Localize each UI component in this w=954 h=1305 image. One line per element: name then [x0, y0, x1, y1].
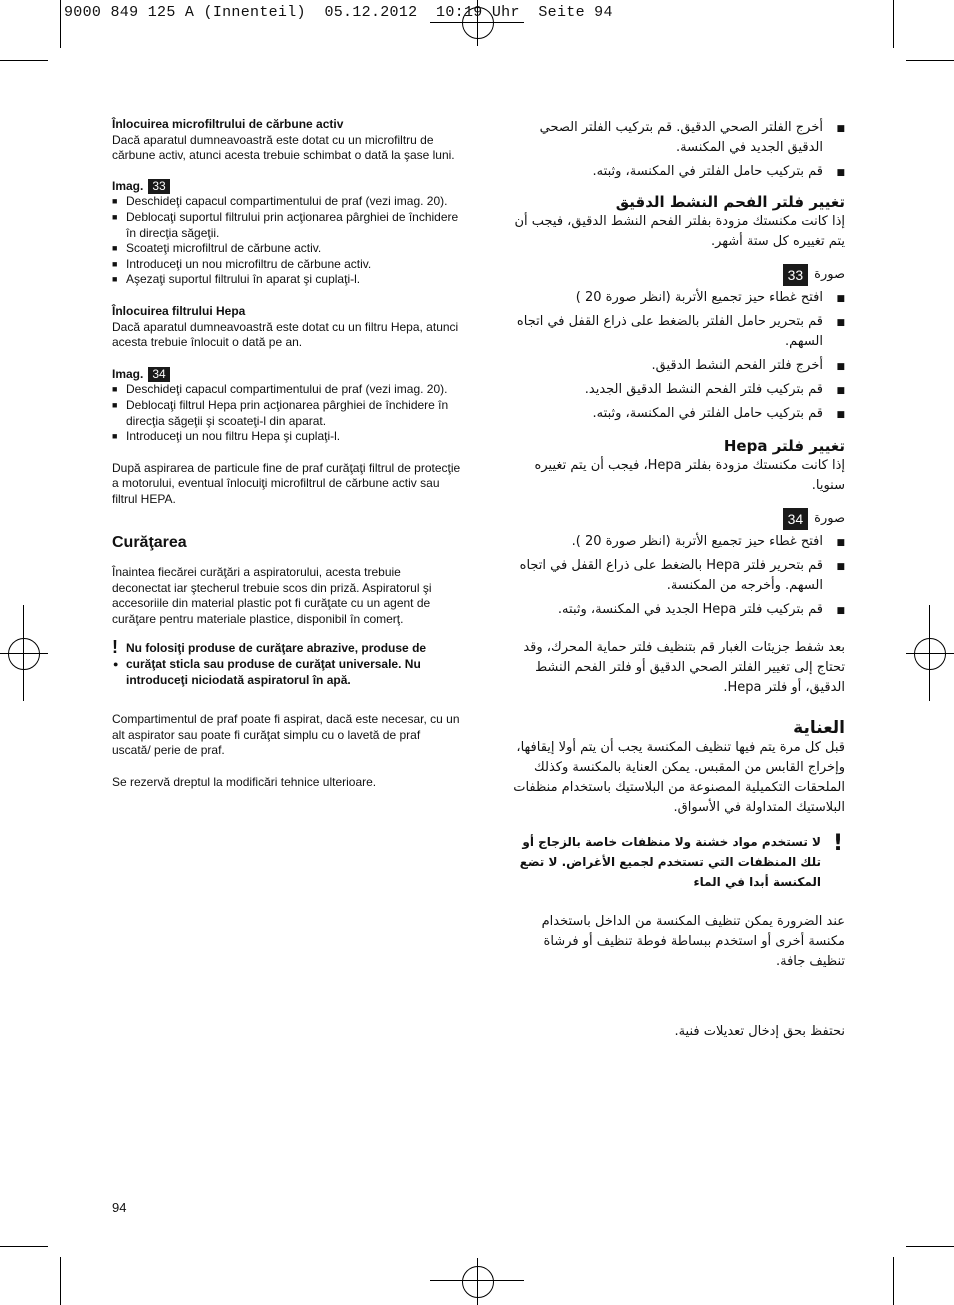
list-item: ■ Deblocaţi suportul filtrului prin acţionarea pârghiei de închidere în direcţia săgeţii.	[112, 210, 462, 241]
cleaning-heading: Curăţarea	[112, 534, 187, 552]
list-item: ■ Deschideţi capacul compartimentului de praf (vezi imag. 20).	[112, 194, 462, 210]
section-title-carbon-filter: Înlocuirea microfiltrului de cărbune activ	[112, 117, 344, 131]
crop-mark	[906, 60, 954, 61]
warning-icon: !	[832, 831, 843, 856]
cleaning-text: Înaintea fiecărei curăţări a aspiratorului, acesta trebuie deconectat iar ştecherul trebuie scos din priză. Aspiratorul şi accesoriile din material plastic pot fi curăţate cu un agent de curăţare pentru materiale plastice, disponibil în comerţ.	[112, 565, 432, 626]
registration-circle	[914, 638, 946, 670]
crop-mark	[893, 0, 894, 48]
image-ref-33	[505, 264, 845, 286]
section-title-hepa-filter: تغيير فلتر Hepa	[723, 437, 845, 455]
image-ref-34	[112, 367, 170, 383]
print-header: 9000 849 125 A (Innenteil) 05.12.2012 10:19 Uhr Seite 94	[64, 4, 613, 21]
list-item: ■ Introduceţi un nou microfiltru de cărbune activ.	[112, 257, 462, 273]
crop-mark	[893, 1257, 894, 1305]
after-aspiration-text: بعد شفط جزيئات الغبار قم بتنظيف فلتر حماية المحرك، وقد تحتاج إلى تغيير الفلتر الصحي الدقيق أو فلتر الفحم النشط الدقيق، أو فلتر Hepa.	[523, 640, 845, 695]
image-label: Imag.	[112, 178, 144, 193]
section-text: إذا كانت مكنستك مزودة بفلتر Hepa، فيجب أن يتم تغييره سنويا.	[534, 458, 845, 493]
list-item: ■ Introduceţi un nou filtru Hepa şi cuplaţi-l.	[112, 429, 462, 445]
list-item: ■ قم بتركيب فلتر Hepa الجديد في المكنسة، وثبته.	[505, 600, 845, 620]
warning-icon: !	[112, 637, 118, 658]
bullet-dot-icon: ●	[113, 659, 119, 670]
list-item: ■ Deblocaţi filtrul Hepa prin acţionarea pârghiei de închidere în direcţia săgeţii şi scoateţi-l din aparat.	[112, 398, 462, 429]
crop-mark	[906, 1246, 954, 1247]
section-title-carbon-filter: تغيير فلتر الفحم النشط الدقيق	[615, 193, 845, 211]
image-label: صورة	[814, 511, 845, 526]
reserve-text: نحتفظ بحق إدخال تعديلات فنية.	[674, 1024, 845, 1039]
list-item: ■ أخرج فلتر الفحم النشط الدقيق.	[505, 356, 845, 376]
image-number-badge: 33	[148, 179, 169, 194]
list-item: ■ قم بتركيب حامل الفلتر في المكنسة، وثبته.	[505, 162, 845, 182]
list-item: ■ افتح غطاء حيز تجميع الأتربة (انظر صورة 20 )	[505, 288, 845, 308]
list-item: ■ Aşezaţi suportul filtrului în aparat şi cuplaţi-l.	[112, 272, 462, 288]
list-item: ■ قم بتركيب حامل الفلتر في المكنسة، وثبته.	[505, 404, 845, 424]
warning-block	[505, 832, 845, 892]
warning-text: Nu folosiţi produse de curăţare abrazive, produse de curăţat sticla sau produse de curăţat universale. Nu introduceţi niciodată aspiratorul în apă.	[126, 641, 427, 687]
left-column	[112, 117, 462, 791]
section-title-hepa-filter: Înlocuirea filtrului Hepa	[112, 303, 246, 318]
step-list	[112, 194, 462, 288]
list-item: ■ Deschideţi capacul compartimentului de praf (vezi imag. 20).	[112, 382, 462, 398]
after-aspiration-text: După aspirarea de particule fine de praf curăţaţi filtrul de protecţie a motorului, eventual înlocuiţi microfiltrul de cărbune activ sau filtrul HEPA.	[112, 460, 461, 506]
list-item: ■ افتح غطاء حيز تجميع الأتربة (انظر صورة 20 ).	[505, 532, 845, 552]
warning-block	[112, 637, 462, 688]
compartment-text: عند الضرورة يمكن تنظيف المكنسة من الداخل باستخدام مكنسة أخرى أو استخدم ببساطة فوطة تنظيف أو فرشاة تنظيف جافة.	[541, 914, 845, 969]
list-item: ■ قم بتحرير فلتر Hepa بالضغط على ذراع القفل في اتجاه السهم. وأخرجه من المكنسة.	[505, 556, 845, 596]
list-item: ■ قم بتركيب فلتر الفحم النشط الدقيق الجديد.	[505, 380, 845, 400]
registration-circle	[8, 638, 40, 670]
reserve-text: Se rezervă dreptul la modificări tehnice ulterioare.	[112, 775, 377, 789]
step-list	[112, 382, 462, 444]
warning-text: لا تستخدم مواد خشنة ولا منظفات خاصة بالزجاج أو تلك المنظفات التي تستخدم لجميع الأغراض. لا تضع المكنسة أبدا في الماء	[519, 835, 821, 889]
list-item: ■ أخرج الفلتر الصحي الدقيق. قم بتركيب الفلتر الصحي الدقيق الجديد في المكنسة.	[505, 118, 845, 158]
step-list	[505, 118, 845, 182]
list-item: ■ Scoateţi microfiltrul de cărbune activ.	[112, 241, 462, 257]
image-number-badge: 34	[148, 367, 169, 382]
section-text: Dacă aparatul dumneavoastră este dotat cu un filtru Hepa, atunci acesta trebuie înlocuit o dată pe an.	[112, 319, 459, 350]
image-label: Imag.	[112, 366, 144, 381]
crop-mark	[60, 0, 61, 48]
image-number-badge: 34	[783, 508, 809, 530]
cleaning-text: قبل كل مرة يتم فيها تنظيف المكنسة يجب أن يتم أولا إيقافها، وإخراج القابس من المقبس. يمكن العناية بالمكنسة وكذلك الملحقات التكميلية المصنوعة من البلاستيك باستخدام منظفات البلاستيك المتداولة في الأسواق.	[513, 740, 845, 815]
image-ref-33	[112, 179, 170, 195]
crop-mark	[0, 1246, 48, 1247]
registration-circle	[462, 1266, 494, 1298]
image-label: صورة	[814, 267, 845, 282]
registration-line	[477, 1258, 478, 1305]
page-number: 94	[112, 1200, 127, 1215]
compartment-text: Compartimentul de praf poate fi aspirat, dacă este necesar, cu un alt aspirator sau poate fi curăţat simplu cu o lavetă de praf uscată/ perie de praf.	[112, 712, 460, 758]
section-text: Dacă aparatul dumneavoastră este dotat cu un microfiltru de cărbune activ, atunci acesta trebuie schimbat o dată la şase luni.	[112, 132, 455, 163]
crop-mark	[0, 60, 48, 61]
image-ref-34	[505, 508, 845, 530]
step-list	[505, 532, 845, 620]
registration-line	[23, 605, 24, 701]
registration-line	[929, 605, 930, 701]
cleaning-heading: العناية	[793, 718, 845, 738]
image-number-badge: 33	[783, 264, 809, 286]
right-column	[505, 118, 845, 1042]
crop-mark	[60, 1257, 61, 1305]
list-item: ■ قم بتحرير حامل الفلتر بالضغط على ذراع القفل في اتجاه السهم.	[505, 312, 845, 352]
section-text: إذا كانت مكنستك مزودة بفلتر الفحم النشط الدقيق، فيجب أن يتم تغييره كل ستة أشهر.	[514, 214, 845, 249]
step-list	[505, 288, 845, 424]
